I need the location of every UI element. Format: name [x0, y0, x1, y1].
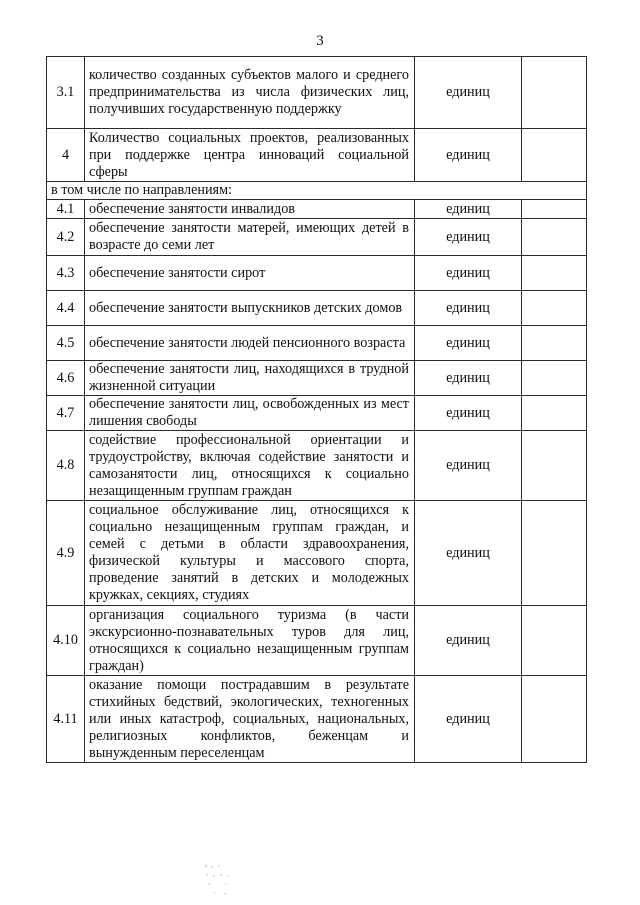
row-number: 4.2 [47, 219, 85, 256]
row-number: 4.3 [47, 256, 85, 291]
row-description: содействие профессиональной ориентации и трудоустройству, включая содействие занятости и самозанятости лиц, относящихся к социально незащищенным группам граждан [85, 431, 415, 501]
row-number: 4.8 [47, 431, 85, 501]
row-value [522, 200, 587, 219]
row-unit: единиц [415, 431, 522, 501]
row-number: 3.1 [47, 57, 85, 129]
table-row [47, 129, 587, 182]
row-description: обеспечение занятости сирот [85, 256, 415, 291]
section-heading: в том числе по направлениям: [47, 182, 587, 200]
row-value [522, 129, 587, 182]
row-unit: единиц [415, 129, 522, 182]
row-description: обеспечение занятости инвалидов [85, 200, 415, 219]
row-description: обеспечение занятости выпускников детских домов [85, 291, 415, 326]
row-unit: единиц [415, 606, 522, 676]
row-description: оказание помощи пострадавшим в результате стихийных бедствий, экологических, техногенных или иных катастроф, социальных, национальных, религиозных конфликтов, беженцам и вынужденным переселенцам [85, 676, 415, 763]
table-row [47, 606, 587, 676]
row-number: 4.10 [47, 606, 85, 676]
row-number: 4.5 [47, 326, 85, 361]
row-unit: единиц [415, 256, 522, 291]
row-description: организация социального туризма (в части экскурсионно-познавательных туров для лиц, относящихся к социально незащищенным группам граждан) [85, 606, 415, 676]
row-unit: единиц [415, 361, 522, 396]
row-value [522, 606, 587, 676]
row-description: количество созданных субъектов малого и среднего предпринимательства из числа физических лиц, получивших государственную поддержку [85, 57, 415, 129]
row-value [522, 291, 587, 326]
row-description: обеспечение занятости людей пенсионного возраста [85, 326, 415, 361]
table-row [47, 361, 587, 396]
row-unit: единиц [415, 200, 522, 219]
table-row [47, 256, 587, 291]
table-row [47, 676, 587, 763]
row-description: Количество социальных проектов, реализованных при поддержке центра инноваций социальной сферы [85, 129, 415, 182]
row-value [522, 326, 587, 361]
row-number: 4.4 [47, 291, 85, 326]
table-row [47, 57, 587, 129]
row-value [522, 57, 587, 129]
row-unit: единиц [415, 219, 522, 256]
row-number: 4.7 [47, 396, 85, 431]
table-row [47, 326, 587, 361]
row-unit: единиц [415, 291, 522, 326]
row-unit: единиц [415, 57, 522, 129]
row-description: обеспечение занятости лиц, находящихся в трудной жизненной ситуации [85, 361, 415, 396]
indicators-table [46, 56, 587, 763]
row-value [522, 256, 587, 291]
row-unit: единиц [415, 396, 522, 431]
row-number: 4.11 [47, 676, 85, 763]
row-value [522, 501, 587, 606]
row-description: обеспечение занятости лиц, освобожденных из мест лишения свободы [85, 396, 415, 431]
row-number: 4 [47, 129, 85, 182]
row-unit: единиц [415, 326, 522, 361]
row-value [522, 431, 587, 501]
row-description: социальное обслуживание лиц, относящихся к социально незащищенным группам граждан, и семей с детьми в области здравоохранения, физической культуры и массового спорта, проведение занятий в детских и молодежных кружках, секциях, студиях [85, 501, 415, 606]
table-row [47, 200, 587, 219]
table-row [47, 431, 587, 501]
row-description: обеспечение занятости матерей, имеющих детей в возрасте до семи лет [85, 219, 415, 256]
table-row [47, 219, 587, 256]
row-unit: единиц [415, 501, 522, 606]
row-unit: единиц [415, 676, 522, 763]
row-value [522, 361, 587, 396]
row-value [522, 396, 587, 431]
row-value [522, 676, 587, 763]
row-number: 4.1 [47, 200, 85, 219]
table-section-row [47, 182, 587, 200]
table-row [47, 396, 587, 431]
table-row [47, 291, 587, 326]
row-number: 4.9 [47, 501, 85, 606]
row-number: 4.6 [47, 361, 85, 396]
row-value [522, 219, 587, 256]
page-number: 3 [316, 33, 324, 49]
table-row [47, 501, 587, 606]
